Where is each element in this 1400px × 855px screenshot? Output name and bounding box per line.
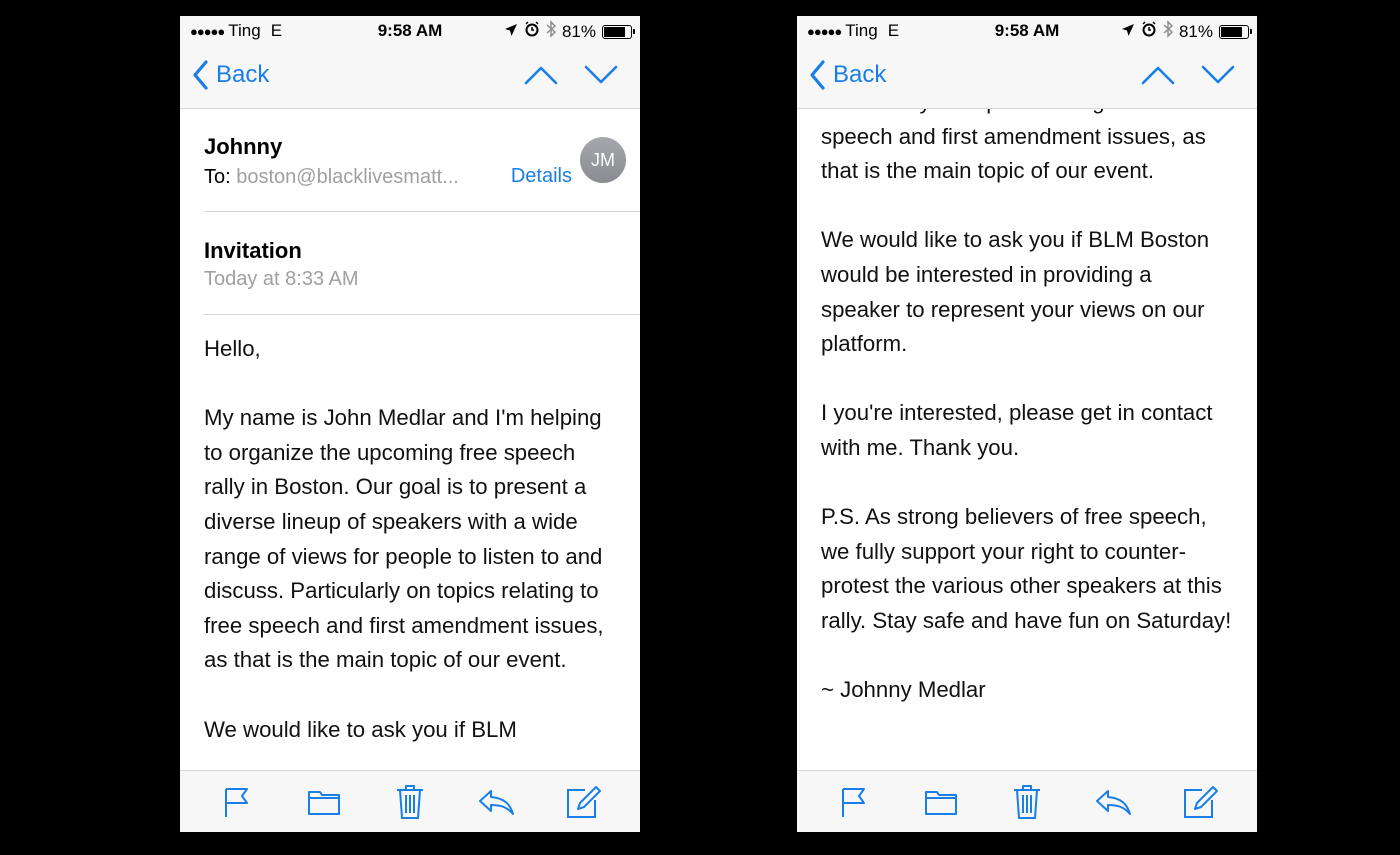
chevron-down-icon bbox=[1201, 64, 1235, 86]
next-message-button[interactable] bbox=[1201, 64, 1235, 91]
previous-message-button[interactable] bbox=[524, 64, 558, 91]
alarm-icon bbox=[1141, 21, 1157, 42]
body-paragraph: P.S. As strong believers of free speech, we fully support your right to counter-protest the various other speakers at this rally. Stay safe and have fun on Saturday! bbox=[821, 504, 1232, 633]
recipient-line bbox=[204, 166, 459, 189]
to-label: To: bbox=[204, 166, 231, 188]
chevron-left-icon bbox=[809, 60, 825, 90]
sender-name[interactable]: Johnny bbox=[204, 134, 283, 159]
details-link[interactable]: Details bbox=[510, 165, 572, 187]
trash-icon bbox=[1012, 784, 1042, 820]
status-bar bbox=[180, 16, 640, 48]
status-time: 9:58 AM bbox=[994, 21, 1060, 40]
carrier-label: Ting bbox=[845, 21, 878, 40]
folder-icon bbox=[307, 788, 341, 816]
signal-icon: ●●●●● bbox=[190, 23, 225, 39]
network-label: E bbox=[270, 21, 283, 40]
nav-bar bbox=[797, 48, 1257, 108]
reply-button[interactable] bbox=[1083, 777, 1143, 827]
message-date: Today at 8:33 AM bbox=[204, 268, 359, 290]
message-body bbox=[797, 85, 1257, 708]
move-button[interactable] bbox=[294, 777, 354, 827]
compose-button[interactable] bbox=[1170, 777, 1230, 827]
back-label: Back bbox=[216, 61, 270, 88]
reply-icon bbox=[1094, 788, 1132, 816]
phone-screenshot-right bbox=[797, 16, 1257, 832]
battery-percent: 81% bbox=[561, 21, 596, 41]
sender-section bbox=[204, 109, 640, 212]
chevron-up-icon bbox=[1141, 64, 1175, 86]
trash-button[interactable] bbox=[380, 777, 440, 827]
compose-button[interactable] bbox=[553, 777, 613, 827]
battery-percent: 81% bbox=[1178, 21, 1213, 41]
trash-icon bbox=[395, 784, 425, 820]
flag-icon bbox=[840, 786, 868, 818]
body-paragraph: Hello, bbox=[204, 336, 261, 361]
move-button[interactable] bbox=[911, 777, 971, 827]
body-paragraph: I you're interested, please get in contact with me. Thank you. bbox=[821, 400, 1213, 460]
flag-icon bbox=[223, 786, 251, 818]
compose-icon bbox=[565, 784, 601, 820]
status-time: 9:58 AM bbox=[377, 21, 443, 40]
bottom-toolbar bbox=[797, 770, 1257, 832]
body-paragraph: We would like to ask you if BLM bbox=[204, 716, 517, 742]
bluetooth-icon bbox=[546, 21, 556, 42]
bluetooth-icon bbox=[1163, 21, 1173, 42]
back-label: Back bbox=[833, 61, 887, 88]
flag-button[interactable] bbox=[824, 777, 884, 827]
chevron-down-icon bbox=[584, 64, 618, 86]
next-message-button[interactable] bbox=[584, 64, 618, 91]
trash-button[interactable] bbox=[997, 777, 1057, 827]
flag-button[interactable] bbox=[207, 777, 267, 827]
message-body bbox=[180, 315, 640, 747]
top-bar bbox=[797, 16, 1257, 109]
network-label: E bbox=[887, 21, 900, 40]
back-button[interactable] bbox=[809, 60, 886, 90]
battery-icon bbox=[602, 25, 632, 39]
compose-icon bbox=[1182, 784, 1218, 820]
subject-section bbox=[204, 212, 640, 315]
message-content[interactable] bbox=[180, 109, 640, 770]
phone-screenshot-left bbox=[180, 16, 640, 832]
folder-icon bbox=[924, 788, 958, 816]
body-paragraph: My name is John Medlar and I'm helping to organize the upcoming free speech rally in Boston. Our goal is to present a diverse lineup of speakers with a wide range of views for people to listen to and discuss. Particularly on topics relating to free speech and first amendment issues, as that is the main topic of our event. bbox=[204, 405, 604, 673]
nav-bar bbox=[180, 48, 640, 108]
reply-button[interactable] bbox=[466, 777, 526, 827]
body-paragraph: speech and first amendment issues, as that is the main topic of our event. bbox=[821, 123, 1206, 184]
location-icon bbox=[504, 22, 518, 42]
status-bar bbox=[797, 16, 1257, 48]
signal-icon: ●●●●● bbox=[807, 23, 842, 39]
signature: ~ Johnny Medlar bbox=[821, 677, 986, 703]
back-button[interactable] bbox=[192, 60, 269, 90]
subject: Invitation bbox=[204, 238, 302, 263]
chevron-left-icon bbox=[192, 60, 208, 90]
previous-message-button[interactable] bbox=[1141, 64, 1175, 91]
message-content[interactable] bbox=[797, 109, 1257, 770]
recipient-address[interactable]: boston@blacklivesmatt... bbox=[236, 166, 459, 188]
chevron-up-icon bbox=[524, 64, 558, 86]
avatar[interactable]: JM bbox=[580, 137, 626, 183]
reply-icon bbox=[477, 788, 515, 816]
carrier-label: Ting bbox=[228, 21, 261, 40]
battery-icon bbox=[1219, 25, 1249, 39]
location-icon bbox=[1121, 22, 1135, 42]
body-paragraph: We would like to ask you if BLM Boston would be interested in providing a speaker to represent your views on our platform. bbox=[821, 227, 1210, 357]
alarm-icon bbox=[524, 21, 540, 42]
bottom-toolbar bbox=[180, 770, 640, 832]
top-bar bbox=[180, 16, 640, 109]
